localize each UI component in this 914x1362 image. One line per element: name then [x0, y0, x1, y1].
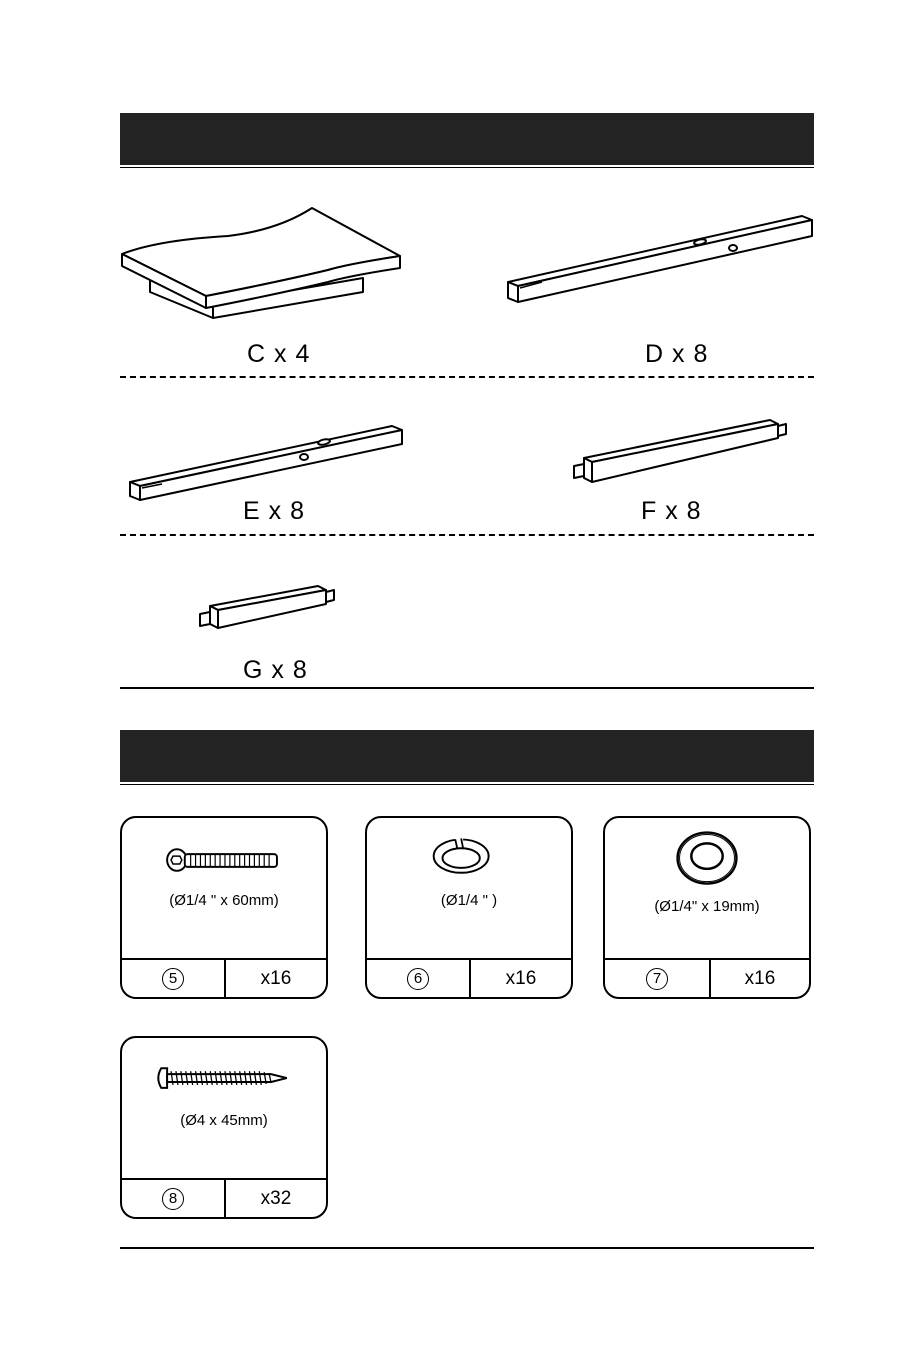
hardware-item-6 [365, 816, 573, 999]
hardware-size: (Ø1/4 " ) [440, 892, 498, 909]
hardware-number: 8 [162, 1188, 184, 1210]
hardware-footer [605, 958, 809, 997]
bottom-divider [120, 1247, 814, 1249]
hardware-size: (Ø1/4" x 19mm) [654, 898, 760, 915]
long-rail-icon [502, 210, 818, 310]
short-dowel-post-icon [196, 582, 338, 632]
hardware-item-7 [603, 816, 811, 999]
board-panel-icon [118, 200, 408, 330]
dowel-post-icon [570, 414, 792, 488]
part-label-g: G x 8 [243, 656, 308, 684]
hardware-quantity: x16 [505, 967, 537, 989]
row-divider [120, 376, 814, 378]
row-divider [120, 534, 814, 536]
hardware-quantity: x16 [260, 967, 292, 989]
part-label-d: D x 8 [645, 340, 709, 368]
hardware-size: (Ø1/4 " x 60mm) [169, 892, 279, 909]
part-label-c: C x 4 [247, 340, 311, 368]
parts-section-header [120, 113, 814, 165]
part-label-f: F x 8 [641, 497, 702, 525]
hardware-quantity: x32 [260, 1187, 292, 1209]
hardware-number: 6 [407, 968, 429, 990]
hardware-footer [122, 958, 326, 997]
hardware-section-header [120, 730, 814, 782]
hardware-size: (Ø4 x 45mm) [180, 1112, 268, 1129]
hardware-footer [122, 1178, 326, 1217]
hardware-item-8 [120, 1036, 328, 1219]
hardware-number: 7 [646, 968, 668, 990]
section-divider [120, 687, 814, 689]
hardware-quantity: x16 [744, 967, 776, 989]
flat-washer-icon [605, 818, 809, 906]
part-label-e: E x 8 [243, 497, 305, 525]
hardware-footer [367, 958, 571, 997]
hardware-item-5 [120, 816, 328, 999]
hardware-number: 5 [162, 968, 184, 990]
long-rail-icon [126, 420, 408, 506]
